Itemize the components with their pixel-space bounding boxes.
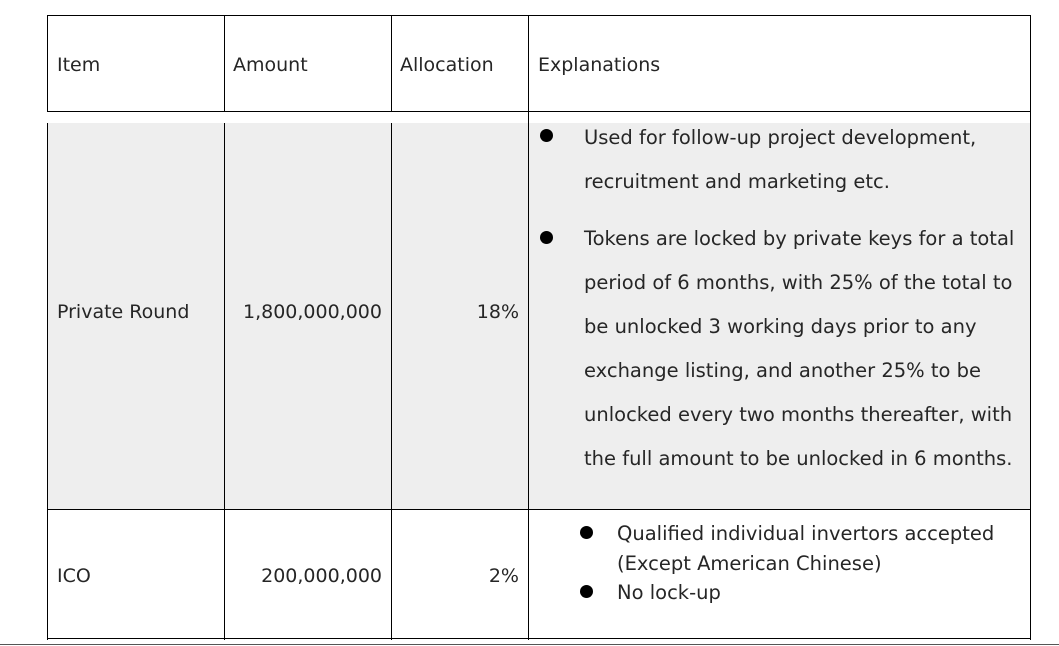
explanation-line: exchange listing, and another 25% to be [584, 359, 982, 382]
col-border-2 [391, 15, 392, 112]
col-border-1-body [224, 123, 225, 640]
header-amount: Amount [233, 54, 308, 76]
explanation-line: recruitment and marketing etc. [584, 170, 890, 193]
row-allocation-private-round: 18% [476, 301, 519, 323]
row-amount-ico: 200,000,000 [261, 565, 382, 587]
explanation-line: Tokens are locked by private keys for a total [584, 227, 1015, 250]
col-border-1 [224, 15, 225, 112]
header-item: Item [57, 54, 101, 76]
explanation-line: period of 6 months, with 25% of the total to [584, 271, 1013, 294]
bullet-icon [580, 526, 593, 539]
col-border-0-body [47, 123, 48, 640]
table-bottom-border [47, 638, 1031, 639]
explanation-line: No lock-up [617, 581, 721, 604]
row-amount-private-round: 1,800,000,000 [242, 301, 382, 323]
page-bottom-line [0, 644, 1059, 645]
header-allocation: Allocation [400, 54, 494, 76]
row-divider [47, 509, 1031, 510]
table-top-border [47, 15, 1031, 16]
col-border-3-body [528, 111, 529, 640]
col-border-3 [528, 15, 529, 112]
bullet-icon [540, 129, 553, 142]
row-allocation-ico: 2% [488, 565, 519, 587]
bullet-icon [540, 231, 553, 244]
explanation-line: (Except American Chinese) [617, 552, 882, 575]
col-border-4-body [1030, 111, 1031, 640]
col-border-4 [1030, 15, 1031, 112]
bullet-icon [580, 585, 593, 598]
explanation-line: unlocked every two months thereafter, with [584, 403, 1013, 426]
explanation-line: Qualified individual invertors accepted [617, 522, 995, 545]
row-item-private-round: Private Round [57, 301, 190, 323]
explanation-line: the full amount to be unlocked in 6 months. [584, 447, 1013, 470]
header-explanations: Explanations [538, 54, 661, 76]
col-border-0 [47, 15, 48, 112]
row-item-ico: ICO [57, 565, 91, 587]
col-border-2-body [391, 123, 392, 640]
header-bottom-border [47, 111, 1031, 112]
explanation-line: be unlocked 3 working days prior to any [584, 315, 977, 338]
explanation-line: Used for follow-up project development, [584, 126, 977, 149]
